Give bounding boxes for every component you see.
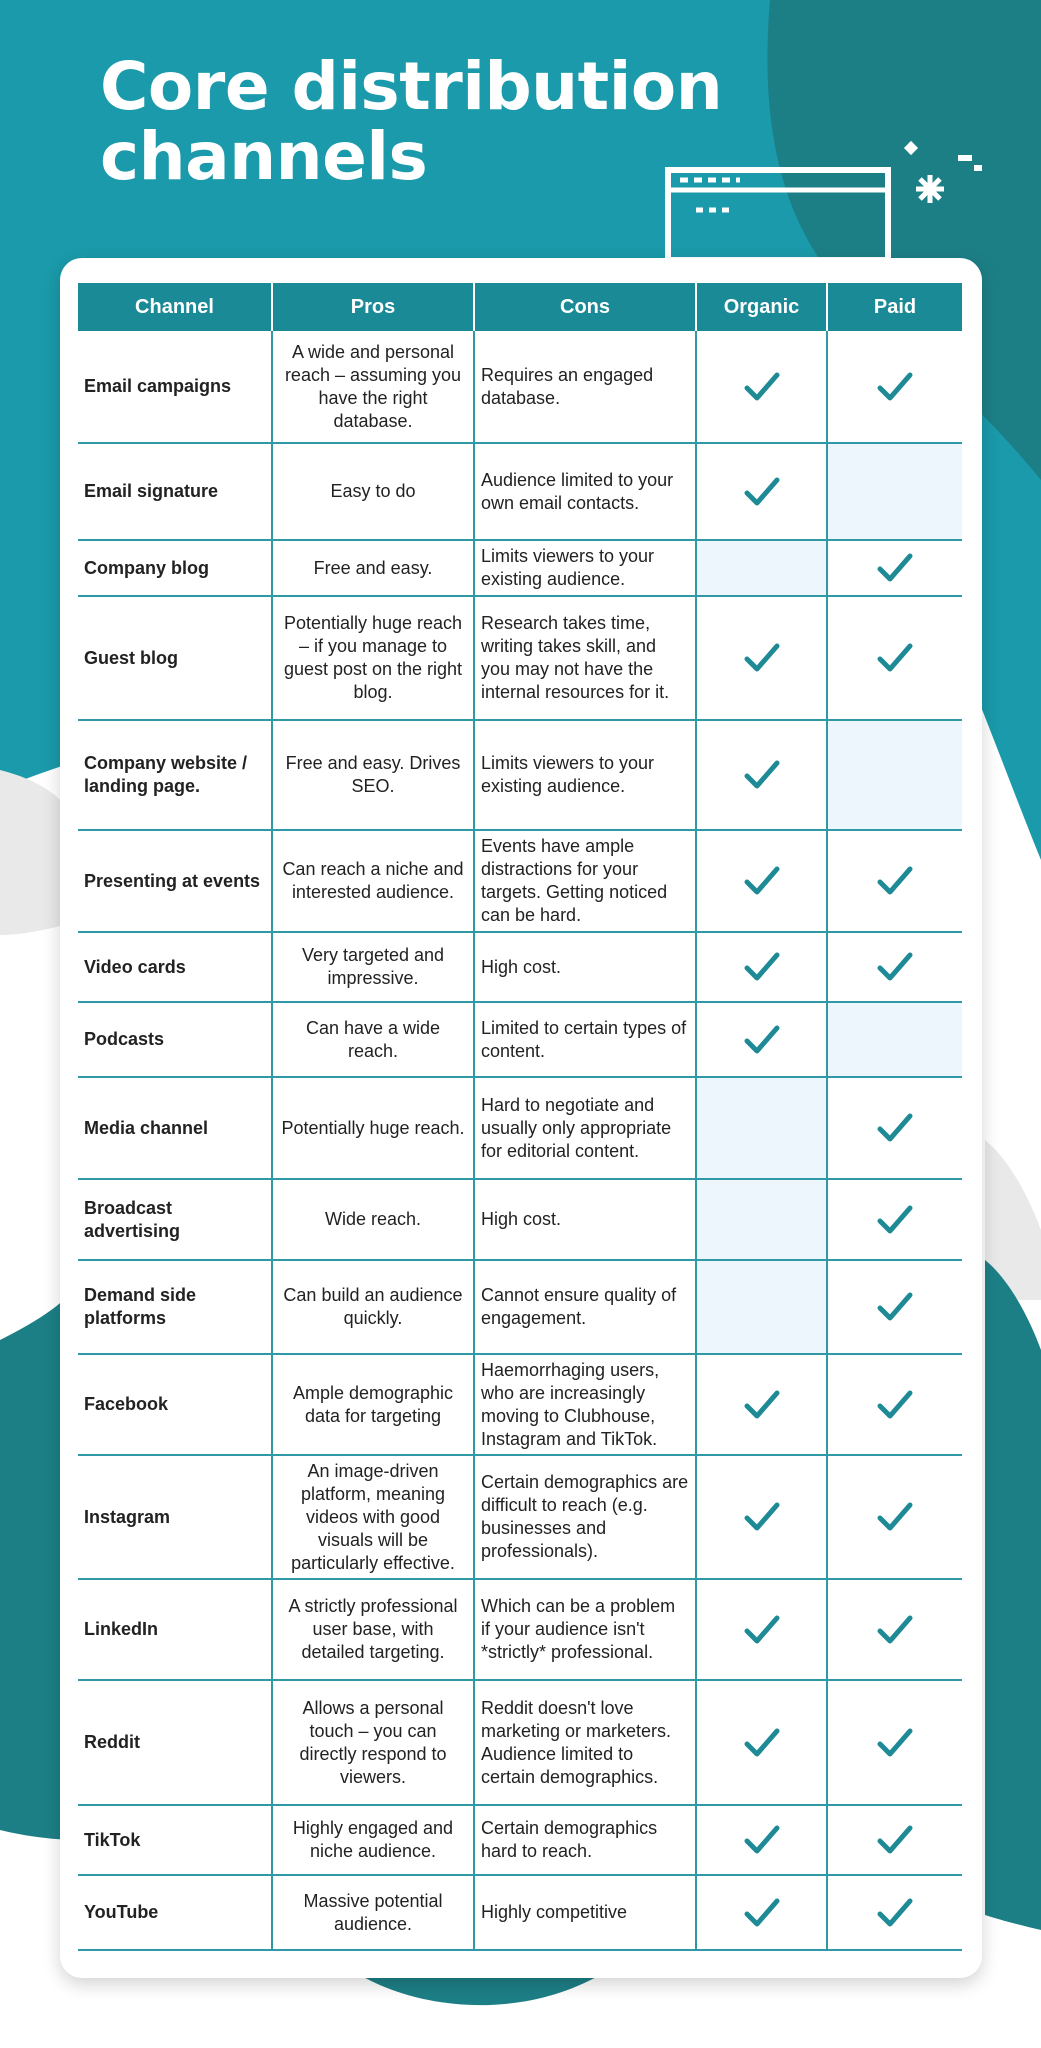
title-line-1: Core distribution (100, 48, 723, 125)
check-icon (744, 371, 780, 403)
check-icon (744, 1824, 780, 1856)
cell-organic (696, 1875, 827, 1950)
cell-organic (696, 1077, 827, 1179)
cell-paid (827, 1077, 962, 1179)
header-paid: Paid (827, 283, 962, 331)
check-icon (877, 951, 913, 983)
check-icon (877, 642, 913, 674)
check-icon (877, 1727, 913, 1759)
table-row (78, 331, 962, 443)
cell-pros: Can have a wide reach. (272, 1002, 474, 1077)
cell-pros: Massive potential audience. (272, 1875, 474, 1950)
cell-paid (827, 443, 962, 540)
table-row (78, 1579, 962, 1680)
table-row (78, 720, 962, 830)
check-icon (877, 552, 913, 584)
cell-organic (696, 331, 827, 443)
cell-cons: Hard to negotiate and usually only appropriate for editorial content. (474, 1077, 696, 1179)
cell-organic (696, 1805, 827, 1875)
cell-channel: Company website / landing page. (78, 720, 272, 830)
cell-channel: Video cards (78, 932, 272, 1002)
cell-cons: High cost. (474, 932, 696, 1002)
check-icon (744, 1897, 780, 1929)
cell-pros: Very targeted and impressive. (272, 932, 474, 1002)
check-icon (877, 371, 913, 403)
check-icon (877, 1112, 913, 1144)
cell-cons: Limits viewers to your existing audience. (474, 540, 696, 596)
table-row (78, 932, 962, 1002)
cell-cons: Research takes time, writing takes skill, and you may not have the internal resources for it. (474, 596, 696, 720)
cell-paid (827, 1455, 962, 1579)
table-row (78, 830, 962, 932)
cell-pros: Potentially huge reach. (272, 1077, 474, 1179)
check-icon (877, 1389, 913, 1421)
cell-organic (696, 720, 827, 830)
cell-organic (696, 596, 827, 720)
check-icon (744, 759, 780, 791)
cell-paid (827, 1579, 962, 1680)
cell-pros: Can build an audience quickly. (272, 1260, 474, 1354)
table-row (78, 1875, 962, 1950)
cell-cons: Limits viewers to your existing audience. (474, 720, 696, 830)
table-row (78, 1455, 962, 1579)
header-channel: Channel (78, 283, 272, 331)
browser-window-icon (660, 135, 900, 260)
cell-pros: Allows a personal touch – you can directly respond to viewers. (272, 1680, 474, 1805)
check-icon (877, 1204, 913, 1236)
cell-pros: Potentially huge reach – if you manage to guest post on the right blog. (272, 596, 474, 720)
cell-cons: Audience limited to your own email contacts. (474, 443, 696, 540)
cell-paid (827, 1805, 962, 1875)
cell-organic (696, 1680, 827, 1805)
table-row (78, 1354, 962, 1455)
cell-pros: A strictly professional user base, with detailed targeting. (272, 1579, 474, 1680)
cell-paid (827, 540, 962, 596)
cell-paid (827, 720, 962, 830)
check-icon (877, 865, 913, 897)
cell-pros: Highly engaged and niche audience. (272, 1805, 474, 1875)
check-icon (744, 1501, 780, 1533)
cell-cons: Certain demographics are difficult to reach (e.g. businesses and professionals). (474, 1455, 696, 1579)
cell-organic (696, 1260, 827, 1354)
cell-paid (827, 1354, 962, 1455)
header-cons: Cons (474, 283, 696, 331)
table-row (78, 596, 962, 720)
cell-pros: Ample demographic data for targeting (272, 1354, 474, 1455)
table-row (78, 1077, 962, 1179)
cell-channel: Media channel (78, 1077, 272, 1179)
page-title (100, 48, 723, 195)
cell-cons: Requires an engaged database. (474, 331, 696, 443)
cell-organic (696, 1579, 827, 1680)
cell-paid (827, 1179, 962, 1260)
cell-channel: Podcasts (78, 1002, 272, 1077)
check-icon (877, 1614, 913, 1646)
table-card (60, 258, 982, 1978)
cell-paid (827, 1002, 962, 1077)
cell-pros: An image-driven platform, meaning videos with good visuals will be particularly effective. (272, 1455, 474, 1579)
cell-channel: Guest blog (78, 596, 272, 720)
check-icon (744, 1389, 780, 1421)
cell-pros: Can reach a niche and interested audience. (272, 830, 474, 932)
table-row (78, 1680, 962, 1805)
table-row (78, 1260, 962, 1354)
cell-channel: TikTok (78, 1805, 272, 1875)
cell-cons: Limited to certain types of content. (474, 1002, 696, 1077)
cell-channel: Email signature (78, 443, 272, 540)
check-icon (744, 476, 780, 508)
cell-paid (827, 830, 962, 932)
check-icon (744, 951, 780, 983)
cell-cons: Cannot ensure quality of engagement. (474, 1260, 696, 1354)
check-icon (877, 1897, 913, 1929)
table-row (78, 540, 962, 596)
cell-organic (696, 1002, 827, 1077)
cell-paid (827, 1260, 962, 1354)
cell-channel: Demand side platforms (78, 1260, 272, 1354)
cell-channel: LinkedIn (78, 1579, 272, 1680)
cell-cons: Events have ample distractions for your targets. Getting noticed can be hard. (474, 830, 696, 932)
sparkle-icon (900, 135, 1000, 215)
check-icon (744, 1024, 780, 1056)
cell-organic (696, 540, 827, 596)
header-organic: Organic (696, 283, 827, 331)
cell-paid (827, 596, 962, 720)
cell-organic (696, 830, 827, 932)
cell-cons: High cost. (474, 1179, 696, 1260)
cell-channel: Company blog (78, 540, 272, 596)
cell-paid (827, 1875, 962, 1950)
table-row (78, 1805, 962, 1875)
check-icon (877, 1291, 913, 1323)
cell-cons: Haemorrhaging users, who are increasingly moving to Clubhouse, Instagram and TikTok. (474, 1354, 696, 1455)
cell-organic (696, 932, 827, 1002)
check-icon (744, 1614, 780, 1646)
table-row (78, 1179, 962, 1260)
cell-paid (827, 932, 962, 1002)
header-pros: Pros (272, 283, 474, 331)
channels-table (78, 283, 962, 1951)
cell-cons: Certain demographics hard to reach. (474, 1805, 696, 1875)
cell-organic (696, 443, 827, 540)
cell-channel: Broadcast advertising (78, 1179, 272, 1260)
cell-organic (696, 1455, 827, 1579)
cell-organic (696, 1179, 827, 1260)
cell-channel: YouTube (78, 1875, 272, 1950)
cell-organic (696, 1354, 827, 1455)
title-line-2: channels (100, 118, 428, 195)
cell-channel: Presenting at events (78, 830, 272, 932)
cell-channel: Instagram (78, 1455, 272, 1579)
cell-pros: Free and easy. Drives SEO. (272, 720, 474, 830)
cell-channel: Email campaigns (78, 331, 272, 443)
cell-pros: A wide and personal reach – assuming you have the right database. (272, 331, 474, 443)
cell-paid (827, 331, 962, 443)
cell-pros: Easy to do (272, 443, 474, 540)
cell-cons: Reddit doesn't love marketing or marketers. Audience limited to certain demographics. (474, 1680, 696, 1805)
table-header-row (78, 283, 962, 331)
check-icon (877, 1501, 913, 1533)
cell-cons: Which can be a problem if your audience isn't *strictly* professional. (474, 1579, 696, 1680)
check-icon (744, 865, 780, 897)
table-row (78, 1002, 962, 1077)
table-row (78, 443, 962, 540)
table-body (78, 331, 962, 1950)
cell-channel: Reddit (78, 1680, 272, 1805)
cell-pros: Free and easy. (272, 540, 474, 596)
check-icon (744, 642, 780, 674)
check-icon (877, 1824, 913, 1856)
cell-cons: Highly competitive (474, 1875, 696, 1950)
cell-channel: Facebook (78, 1354, 272, 1455)
cell-pros: Wide reach. (272, 1179, 474, 1260)
check-icon (744, 1727, 780, 1759)
cell-paid (827, 1680, 962, 1805)
